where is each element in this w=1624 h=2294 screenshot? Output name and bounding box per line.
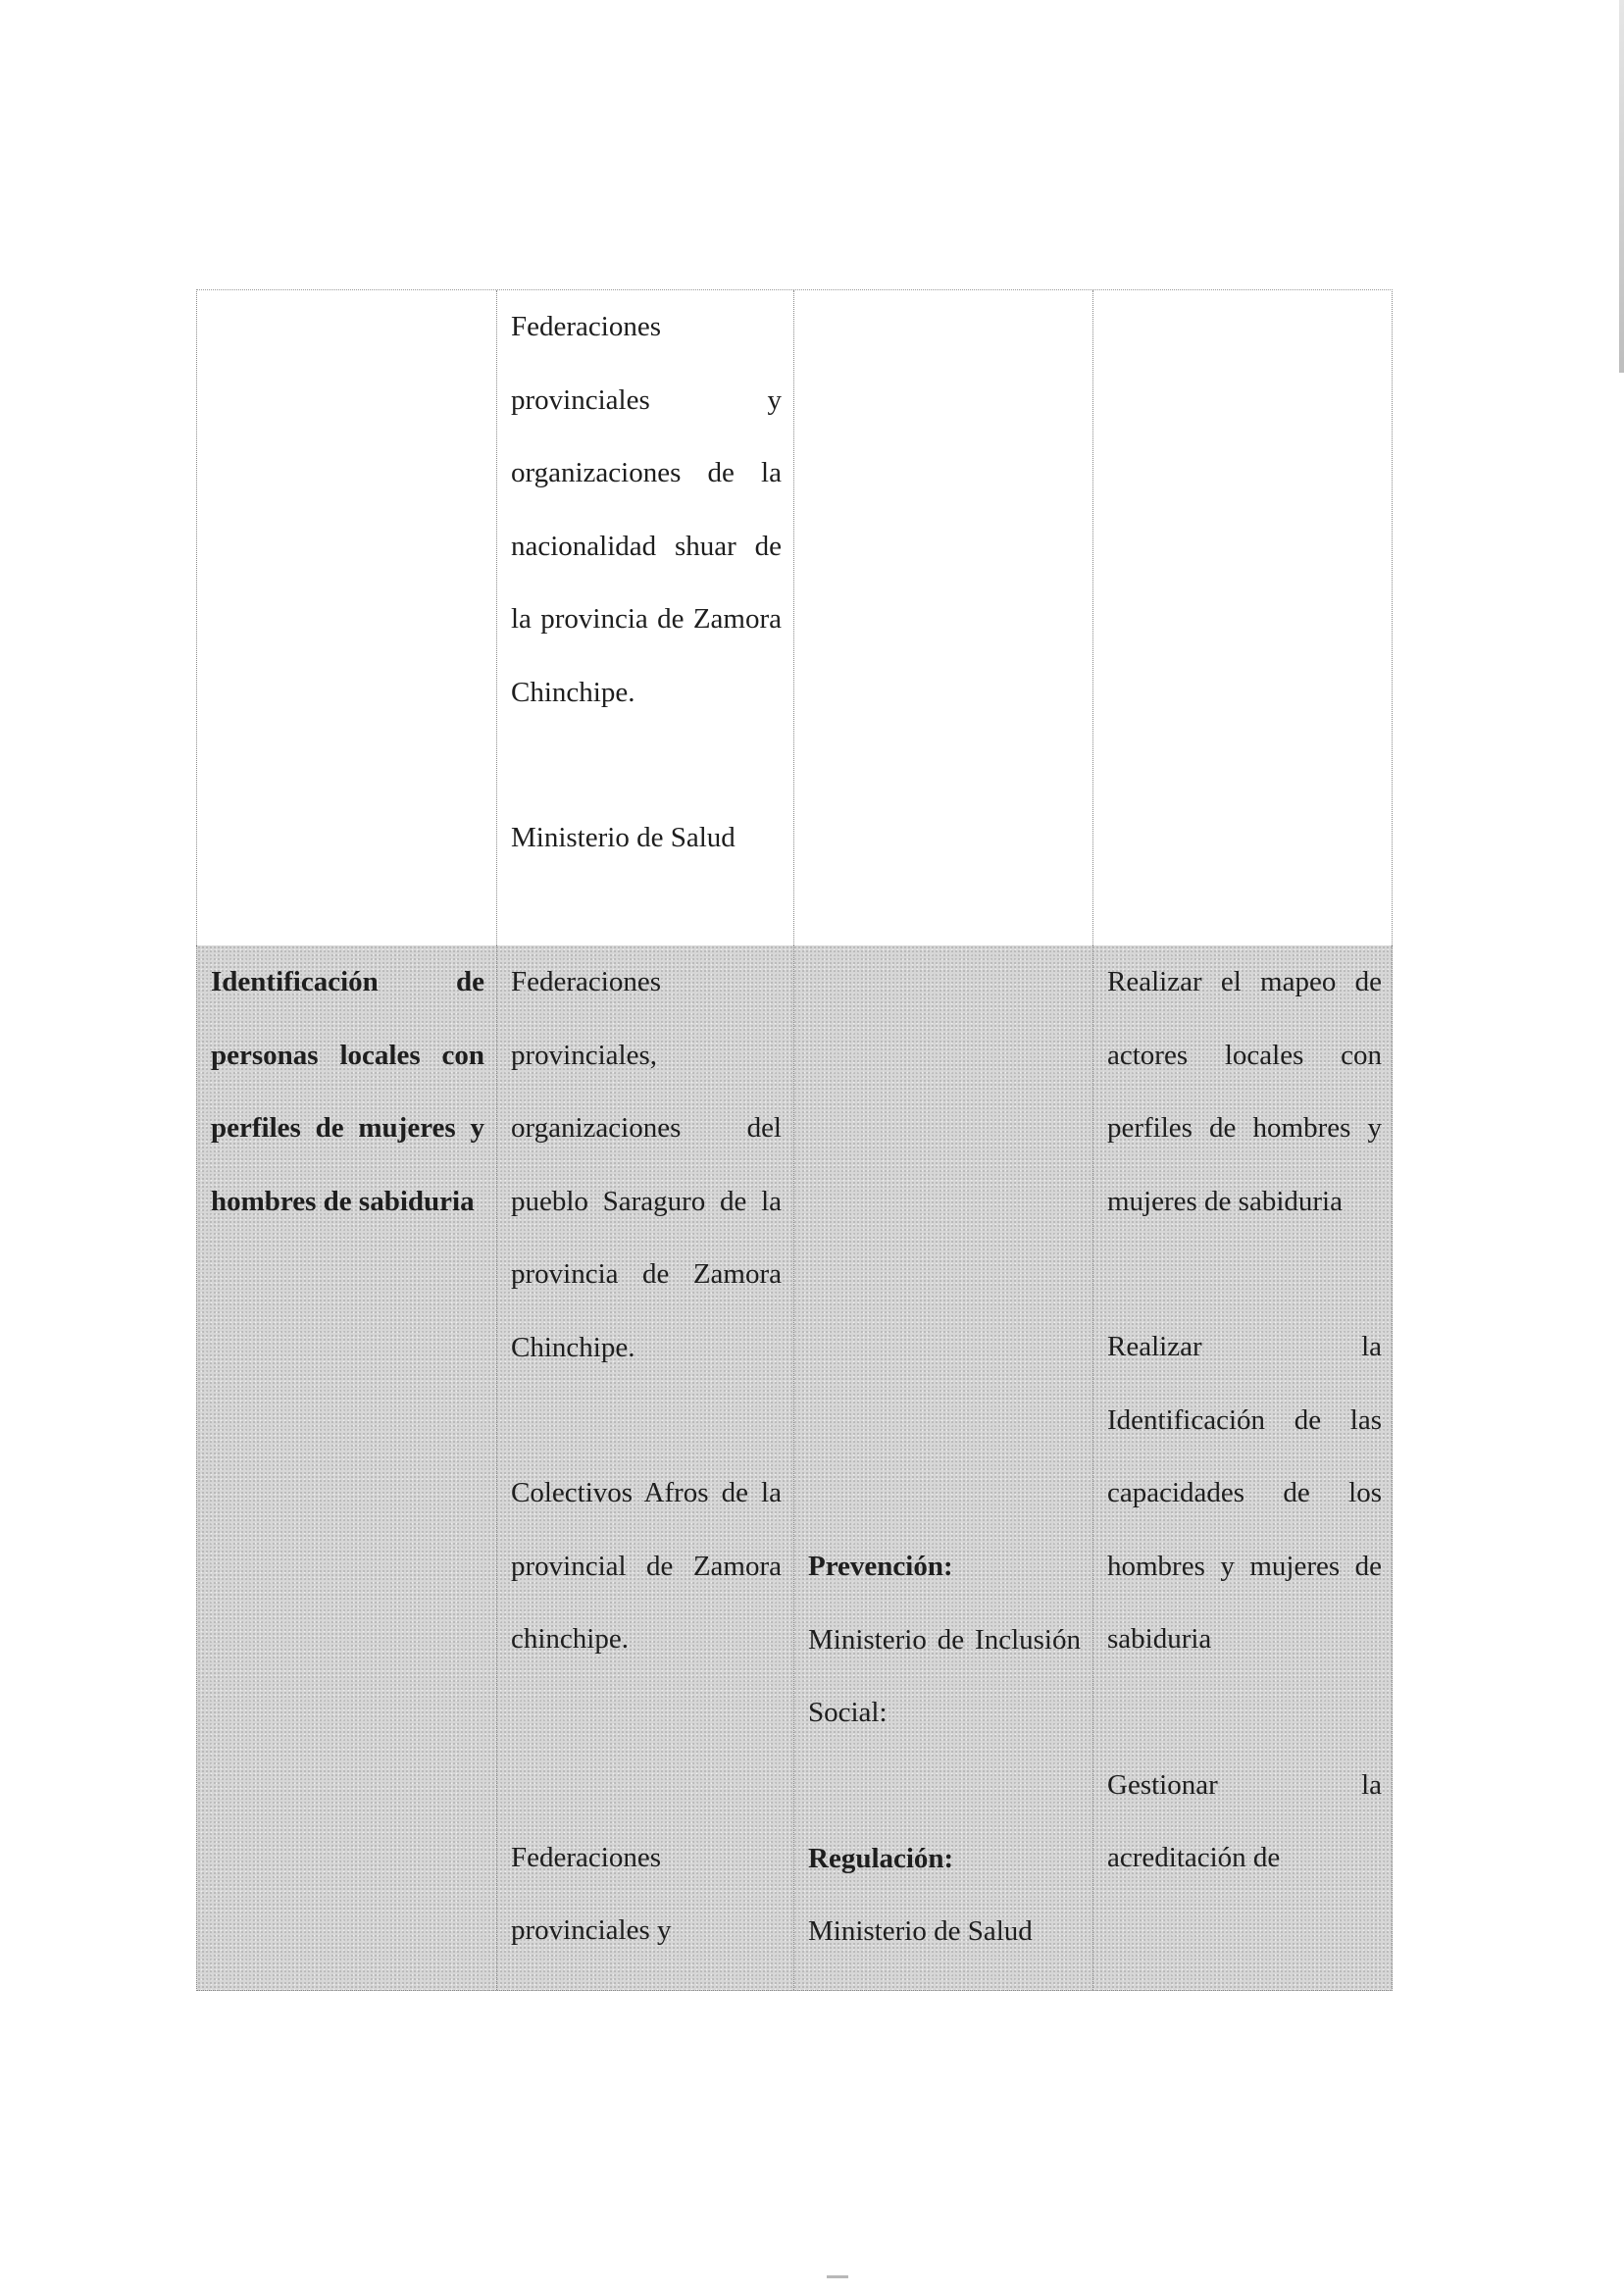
scan-edge-shadow: [1619, 0, 1624, 373]
table-row: [196, 945, 1393, 1991]
actors-paragraph: Colectivos Afros de la provincial de Zamora chinchipe.: [511, 1477, 782, 1655]
actors-paragraph: Federaciones provinciales y: [511, 1841, 672, 1946]
table-cell-empty: [197, 290, 496, 945]
table-cell-actions: [1092, 945, 1394, 1990]
actors-paragraph: Federaciones provinciales, organizaciones del pueblo Saraguro de la provincia de Zamora Chinchipe.: [511, 966, 782, 1363]
table-cell-activity: [197, 945, 496, 1990]
regulation-label: Regulación:: [808, 1842, 954, 1874]
table-cell-empty: [1092, 290, 1394, 945]
prevention-institution: Ministerio de Inclusión Social:: [808, 1623, 1081, 1728]
table-cell-institutions: [793, 945, 1092, 1990]
table-row: [196, 289, 1393, 945]
table-cell-empty: [793, 290, 1092, 945]
actors-paragraph: Ministerio de Salud: [511, 822, 736, 853]
prevention-label: Prevención:: [808, 1551, 953, 1582]
table-cell-actors: [496, 945, 793, 1990]
table-cell-actors: [496, 290, 793, 945]
page-number-mark: [827, 2275, 848, 2278]
activities-table: [196, 289, 1393, 1991]
regulation-institution: Ministerio de Salud: [808, 1915, 1033, 1947]
action-paragraph: Gestionar la acreditación de: [1107, 1768, 1382, 1873]
activity-title: Identificación de personas locales con perfiles de mujeres y hombres de sabiduria: [211, 966, 484, 1217]
action-paragraph: Realizar la Identificación de las capacidades de los hombres y mujeres de sabiduria: [1107, 1331, 1382, 1655]
actors-paragraph: Federaciones provinciales y organizaciones de la nacionalidad shuar de la provincia de Zamora Chinchipe.: [511, 311, 782, 708]
action-paragraph: Realizar el mapeo de actores locales con perfiles de hombres y mujeres de sabiduria: [1107, 966, 1382, 1217]
